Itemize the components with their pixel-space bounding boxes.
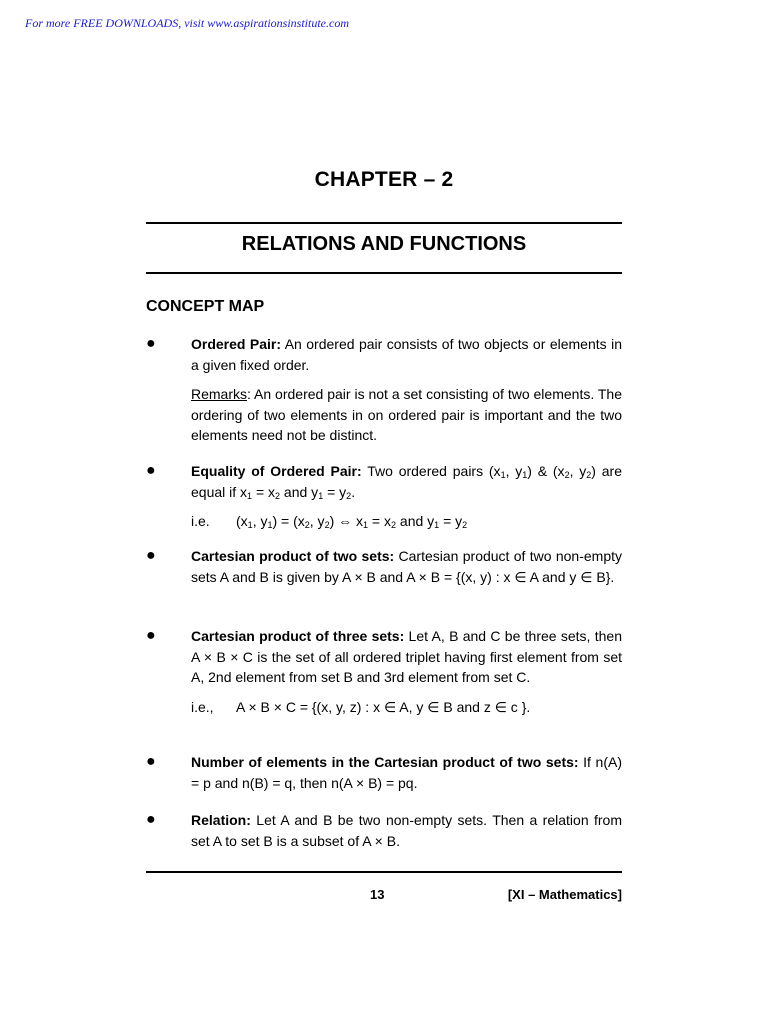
remark-paragraph bbox=[191, 384, 622, 446]
item-heading: Ordered Pair: bbox=[191, 336, 282, 352]
bullet-icon: ● bbox=[146, 462, 156, 479]
ie-label: i.e. bbox=[191, 513, 210, 529]
item-heading: Cartesian product of two sets: bbox=[191, 548, 395, 564]
item-text: An ordered pair consists of two objects or elements in a given fixed order. bbox=[191, 336, 622, 373]
item-heading: Equality of Ordered Pair: bbox=[191, 463, 362, 479]
item-paragraph bbox=[191, 334, 622, 375]
remark-label: Remarks bbox=[191, 386, 248, 402]
page-number: 13 bbox=[370, 887, 385, 902]
item-heading: Number of elements in the Cartesian product of two sets: bbox=[191, 754, 579, 770]
bullet-icon: ● bbox=[146, 335, 156, 352]
download-banner[interactable]: For more FREE DOWNLOADS, visit www.aspirationsinstitute.com bbox=[25, 16, 349, 30]
title-rule-bottom bbox=[146, 272, 622, 274]
chapter-heading: CHAPTER – 2 bbox=[314, 168, 454, 191]
item-body bbox=[191, 461, 622, 532]
section-heading: CONCEPT MAP bbox=[146, 298, 265, 315]
ie-label: i.e., bbox=[191, 698, 214, 715]
item-text: If n(A) = p and n(B) = q, then n(A × B) = pq. bbox=[191, 754, 622, 791]
bullet-icon: ● bbox=[146, 547, 156, 564]
item-text: Let A, B and C be three sets, then A × B × C is the set of all ordered triplet having first element from set A, 2nd element from set B and 3rd element from set C. bbox=[191, 628, 622, 685]
ie-text: A × B × C = {(x, y, z) : x ∈ A, y ∈ B and z ∈ c }. bbox=[236, 698, 531, 715]
footer-rule bbox=[146, 871, 622, 873]
bullet-icon: ● bbox=[146, 627, 156, 644]
item-body bbox=[191, 334, 622, 446]
bullet-icon: ● bbox=[146, 753, 156, 770]
ie-formula: i.e. ($x_1$, $y_1) = (x_2$, $y_2$) ⇔ $x_1 = x_2$ and $y_1 = y_2$ bbox=[191, 513, 468, 530]
page-title: RELATIONS AND FUNCTIONS bbox=[241, 233, 527, 255]
item-heading: Cartesian product of three sets: bbox=[191, 628, 405, 644]
item-body bbox=[191, 546, 622, 587]
item-paragraph bbox=[191, 752, 622, 793]
item-text: Let A and B be two non-empty sets. Then a relation from set A to set B is a subset of A × B. bbox=[191, 812, 622, 849]
item-heading: Relation: bbox=[191, 812, 251, 828]
title-rule-top bbox=[146, 222, 622, 224]
footer-subject: [XI – Mathematics] bbox=[507, 887, 622, 902]
bullet-icon: ● bbox=[146, 811, 156, 828]
iff-symbol: ⇔ bbox=[338, 513, 353, 529]
item-body bbox=[191, 626, 622, 717]
item-paragraph bbox=[191, 626, 622, 688]
item-body bbox=[191, 752, 622, 793]
ie-formula bbox=[191, 697, 622, 718]
item-text: Cartesian product of two non-empty sets A and B is given by A × B and A × B = {(x, y) : x ∈ A and y ∈ B}. bbox=[191, 548, 622, 585]
item-paragraph: Equality of Ordered Pair: Two ordered pairs ($x_1$, $y_1$) & ($x_2$, $y_2$) are equal if $x_1 = x_2$ and $y_1 = y_2$. bbox=[191, 463, 622, 501]
item-paragraph bbox=[191, 810, 622, 851]
item-body bbox=[191, 810, 622, 851]
remark-text: : An ordered pair is not a set consisting of two elements. The ordering of two elements in on ordered pair is important and the two elements need not be distinct. bbox=[191, 386, 622, 443]
item-paragraph bbox=[191, 546, 622, 587]
